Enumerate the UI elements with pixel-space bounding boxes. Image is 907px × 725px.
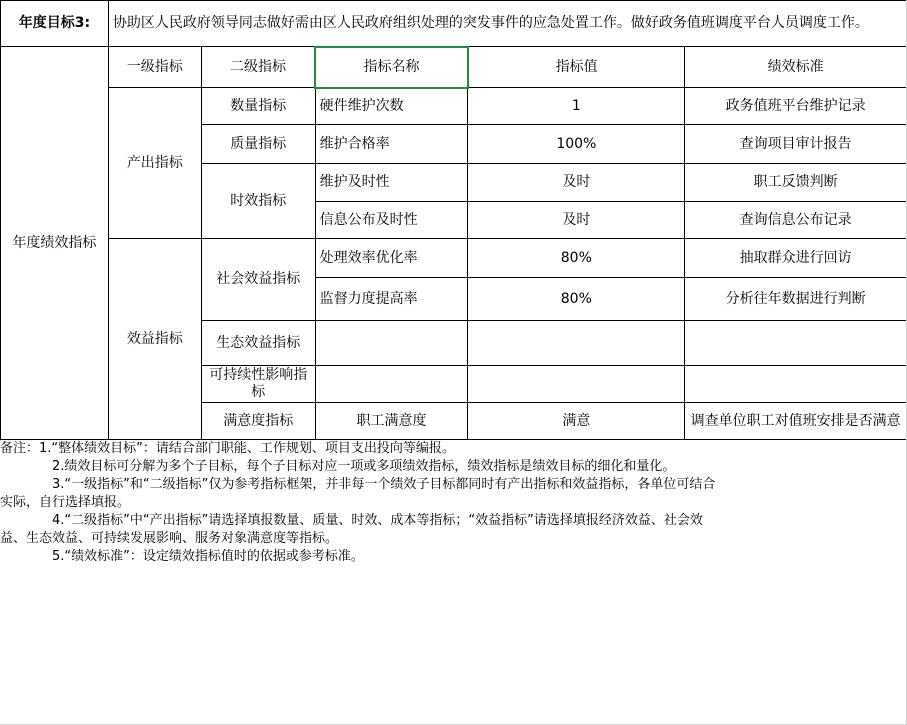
note-line: 实际，自行选择填报。 <box>0 495 131 510</box>
standard-cell[interactable]: 查询项目审计报告 <box>685 125 907 164</box>
table-row <box>1 239 907 278</box>
level2-cell[interactable]: 时效指标 <box>201 164 315 239</box>
indicator-value-cell[interactable]: 及时 <box>468 202 685 239</box>
level1-output[interactable]: 产出指标 <box>108 88 201 239</box>
note-line: 益、生态效益、可持续发展影响、服务对象满意度等指标。 <box>0 531 339 546</box>
standard-cell[interactable]: 调查单位职工对值班安排是否满意 <box>685 403 907 440</box>
level2-cell[interactable]: 可持续性影响指标 <box>201 366 315 403</box>
annual-indicators-label[interactable]: 年度绩效指标 <box>1 47 109 440</box>
header-level1[interactable]: 一级指标 <box>108 47 201 88</box>
standard-cell[interactable] <box>685 321 907 366</box>
notes-block <box>0 440 907 566</box>
indicator-value-cell[interactable]: 1 <box>468 88 685 125</box>
header-performance-standard[interactable]: 绩效标准 <box>685 47 907 88</box>
standard-cell[interactable]: 查询信息公布记录 <box>685 202 907 239</box>
goal-text[interactable]: 协助区人民政府领导同志做好需由区人民政府组织处理的突发事件的应急处置工作。做好政务值班调度平台人员调度工作。 <box>108 1 906 47</box>
note-line: 备注：1.“整体绩效目标”：请结合部门职能、工作规划、项目支出投向等编报。 <box>0 441 455 456</box>
goal-row <box>1 1 907 47</box>
indicator-value-cell[interactable]: 80% <box>468 239 685 278</box>
standard-cell[interactable]: 抽取群众进行回访 <box>685 239 907 278</box>
level2-cell[interactable]: 生态效益指标 <box>201 321 315 366</box>
level1-benefit[interactable]: 效益指标 <box>108 239 201 440</box>
indicator-name-cell[interactable]: 维护及时性 <box>315 164 468 202</box>
level2-cell[interactable]: 社会效益指标 <box>201 239 315 321</box>
indicator-name-cell[interactable]: 职工满意度 <box>315 403 468 440</box>
indicator-name-cell[interactable] <box>315 366 468 403</box>
indicator-value-cell[interactable]: 满意 <box>468 403 685 440</box>
level2-cell[interactable]: 数量指标 <box>201 88 315 125</box>
note-line: 3.“一级指标”和“二级指标”仅为参考指标框架，并非每一个绩效子目标都同时有产出指标和效益指标，各单位可结合 <box>52 477 716 492</box>
standard-cell[interactable] <box>685 366 907 403</box>
indicator-name-cell[interactable] <box>315 321 468 366</box>
indicator-value-cell[interactable] <box>468 366 685 403</box>
header-row <box>1 47 907 88</box>
standard-cell[interactable]: 分析往年数据进行判断 <box>685 278 907 321</box>
note-line: 4.“二级指标”中“产出指标”请选择填报数量、质量、时效、成本等指标；“效益指标”请选择填报经济效益、社会效 <box>52 513 703 528</box>
indicator-value-cell[interactable]: 80% <box>468 278 685 321</box>
header-indicator-name[interactable]: 指标名称 <box>315 47 468 88</box>
table-row <box>1 88 907 125</box>
level2-cell[interactable]: 满意度指标 <box>201 403 315 440</box>
note-line: 2.绩效目标可分解为多个子目标，每个子目标对应一项或多项绩效指标，绩效指标是绩效目标的细化和量化。 <box>52 459 676 474</box>
header-indicator-value[interactable]: 指标值 <box>468 47 685 88</box>
note-line: 5.“绩效标准”：设定绩效指标值时的依据或参考标准。 <box>52 549 364 564</box>
indicator-name-cell[interactable]: 信息公布及时性 <box>315 202 468 239</box>
indicator-name-cell[interactable]: 处理效率优化率 <box>315 239 468 278</box>
goal-label[interactable]: 年度目标3: <box>1 1 109 47</box>
indicator-value-cell[interactable]: 及时 <box>468 164 685 202</box>
standard-cell[interactable]: 政务值班平台维护记录 <box>685 88 907 125</box>
indicator-name-cell[interactable]: 硬件维护次数 <box>315 88 468 125</box>
indicator-name-cell[interactable]: 维护合格率 <box>315 125 468 164</box>
level2-cell[interactable]: 质量指标 <box>201 125 315 164</box>
indicator-value-cell[interactable]: 100% <box>468 125 685 164</box>
standard-cell[interactable]: 职工反馈判断 <box>685 164 907 202</box>
indicator-value-cell[interactable] <box>468 321 685 366</box>
header-level2[interactable]: 二级指标 <box>201 47 315 88</box>
indicator-name-cell[interactable]: 监督力度提高率 <box>315 278 468 321</box>
